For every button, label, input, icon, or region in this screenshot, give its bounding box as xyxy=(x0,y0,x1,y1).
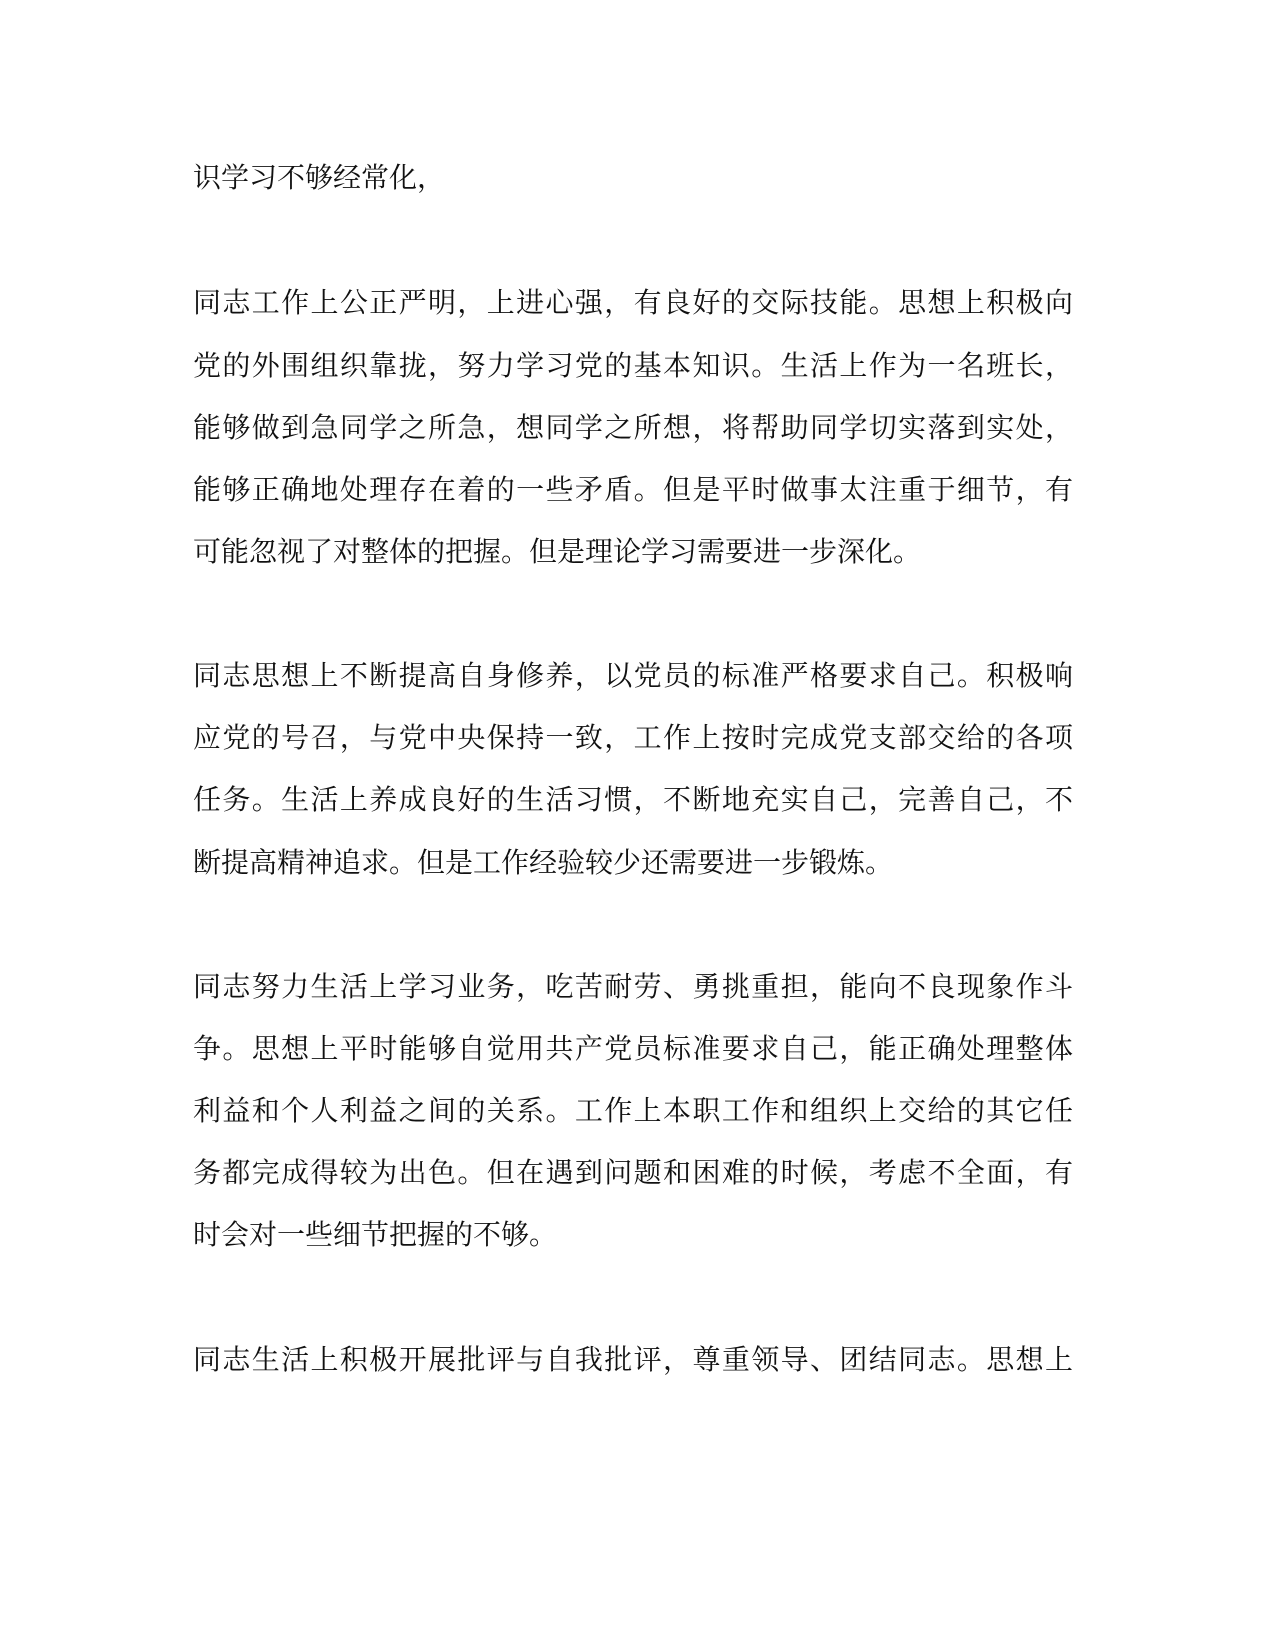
paragraph-2-line-3: 能够做到急同学之所急，想同学之所想，将帮助同学切实落到实处， xyxy=(193,411,1073,444)
paragraph-1-line-1: 识学习不够经常化， xyxy=(193,161,446,194)
paragraph-3-line-2: 应党的号召，与党中央保持一致，工作上按时完成党支部交给的各项 xyxy=(193,721,1073,754)
paragraph-3-line-4: 断提高精神追求。但是工作经验较少还需要进一步锻炼。 xyxy=(193,846,894,879)
paragraph-3-line-3: 任务。生活上养成良好的生活习惯，不断地充实自己，完善自己，不 xyxy=(193,783,1073,816)
paragraph-2-line-4: 能够正确地处理存在着的一些矛盾。但是平时做事太注重于细节，有 xyxy=(193,473,1073,506)
paragraph-2-line-1: 同志工作上公正严明，上进心强，有良好的交际技能。思想上积极向 xyxy=(193,286,1073,319)
paragraph-4-line-5: 时会对一些细节把握的不够。 xyxy=(193,1218,558,1251)
paragraph-2-line-5: 可能忽视了对整体的把握。但是理论学习需要进一步深化。 xyxy=(193,535,922,568)
paragraph-4-line-3: 利益和个人利益之间的关系。工作上本职工作和组织上交给的其它任 xyxy=(193,1094,1073,1127)
paragraph-4-line-2: 争。思想上平时能够自觉用共产党员标准要求自己，能正确处理整体 xyxy=(193,1032,1073,1065)
paragraph-4-line-4: 务都完成得较为出色。但在遇到问题和困难的时候，考虑不全面，有 xyxy=(193,1156,1073,1189)
paragraph-5-line-1: 同志生活上积极开展批评与自我批评，尊重领导、团结同志。思想上 xyxy=(193,1343,1073,1376)
paragraph-3-line-1: 同志思想上不断提高自身修养，以党员的标准严格要求自己。积极响 xyxy=(193,659,1073,692)
paragraph-4-line-1: 同志努力生活上学习业务，吃苦耐劳、勇挑重担，能向不良现象作斗 xyxy=(193,970,1073,1003)
paragraph-2-line-2: 党的外围组织靠拢，努力学习党的基本知识。生活上作为一名班长， xyxy=(193,349,1073,382)
